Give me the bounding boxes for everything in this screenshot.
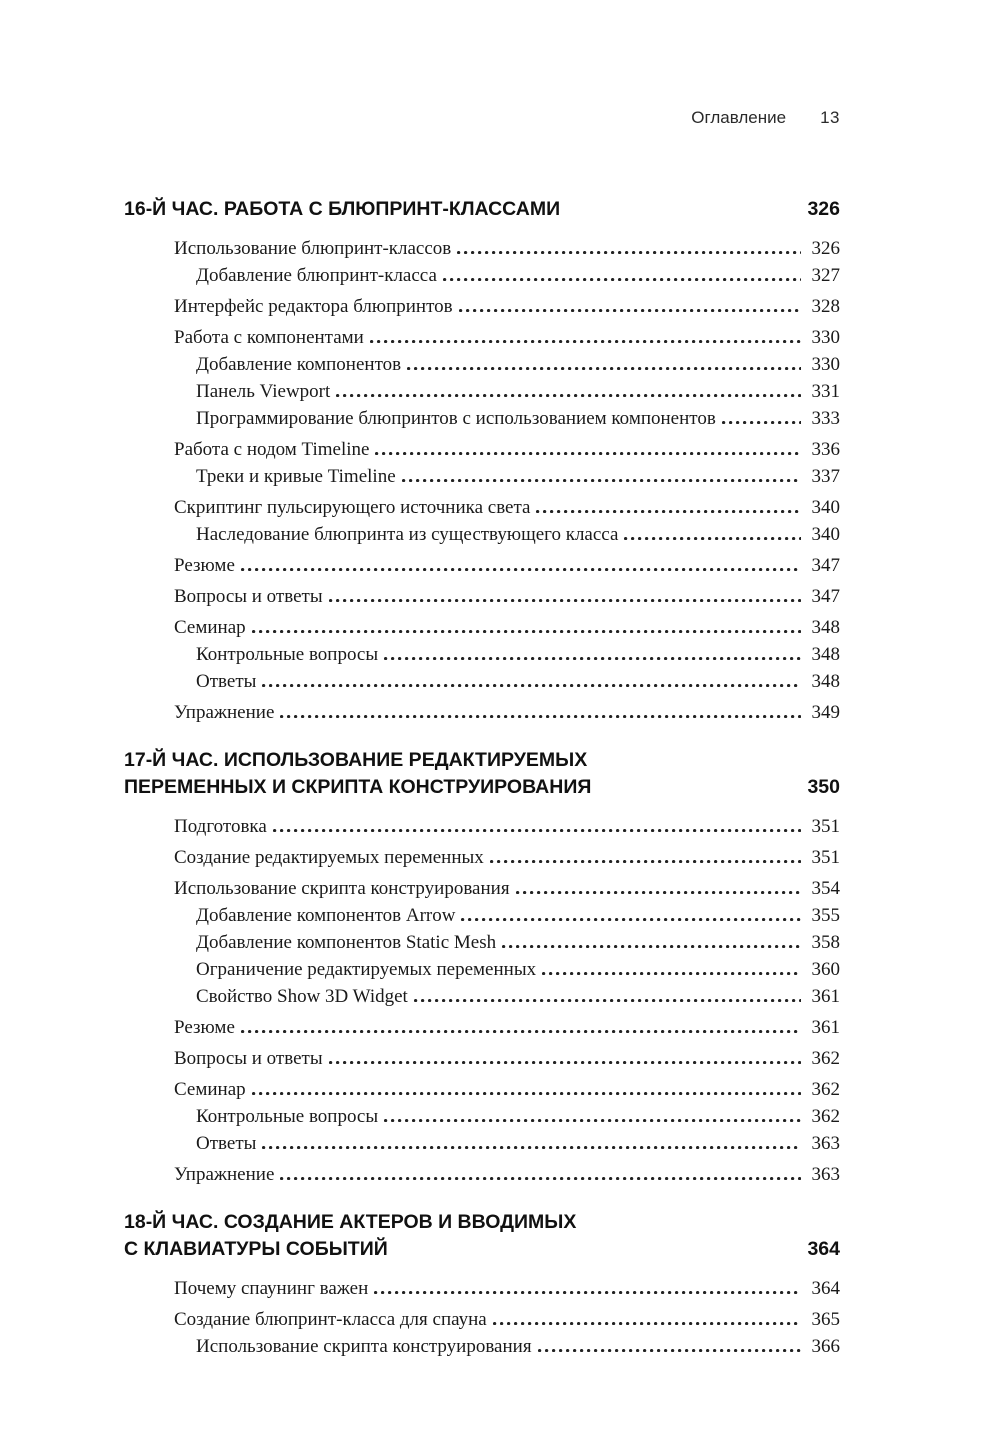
toc-entry	[124, 614, 840, 641]
toc-entry-label: Добавление компонентов Static Mesh	[196, 932, 497, 953]
toc-entry	[124, 1306, 840, 1333]
chapter-entries	[124, 235, 840, 726]
toc-entry-label: Программирование блюпринтов с использованием компонентов	[196, 408, 716, 429]
toc-entry	[124, 583, 840, 610]
toc-entry-label: Интерфейс редактора блюпринтов	[174, 296, 453, 317]
toc-entry	[124, 463, 840, 490]
entry-group	[124, 844, 840, 871]
dot-leader	[402, 479, 801, 482]
toc-entry-label: Подготовка	[174, 816, 267, 837]
dot-leader	[280, 715, 801, 718]
toc-entry-label: Резюме	[174, 555, 235, 576]
dot-leader	[461, 918, 801, 921]
dot-leader	[262, 684, 801, 687]
toc-entry-label: Почему спаунинг важен	[174, 1278, 369, 1299]
toc-entry-label: Треки и кривые Timeline	[196, 466, 396, 487]
toc-entry-label: Контрольные вопросы	[196, 644, 379, 665]
dot-leader	[722, 421, 801, 424]
toc-entry-label: Использование скрипта конструирования	[196, 1336, 532, 1357]
dot-leader	[329, 599, 801, 602]
toc-entry	[124, 1014, 840, 1041]
toc-entry-label: Добавление блюпринт-класса	[196, 265, 437, 286]
toc-entry-page-number: 362	[811, 1106, 840, 1127]
chapter-page-number: 364	[807, 1238, 840, 1260]
toc-entry-page-number: 349	[811, 702, 840, 723]
entry-group	[124, 552, 840, 579]
toc-entry-label: Работа с нодом Timeline	[174, 439, 370, 460]
toc-entry-page-number: 340	[811, 497, 840, 518]
dot-leader	[241, 1030, 801, 1033]
toc-entry-page-number: 363	[811, 1133, 840, 1154]
toc-entry	[124, 293, 840, 320]
chapter-section	[124, 196, 840, 726]
chapter-title	[124, 1209, 576, 1263]
dot-leader	[414, 999, 801, 1002]
toc-entry-label: Упражнение	[174, 1164, 275, 1185]
toc-entry	[124, 1076, 840, 1103]
toc-entry	[124, 1161, 840, 1188]
dot-leader	[384, 1119, 801, 1122]
chapter-heading	[124, 196, 840, 223]
entry-group	[124, 293, 840, 320]
toc-entry-label: Создание редактируемых переменных	[174, 847, 484, 868]
dot-leader	[329, 1061, 801, 1064]
entry-group	[124, 494, 840, 548]
chapter-entries	[124, 1275, 840, 1360]
toc-entry-label: Семинар	[174, 1079, 246, 1100]
toc-entry-page-number: 363	[811, 1164, 840, 1185]
entry-group	[124, 699, 840, 726]
entry-group	[124, 1306, 840, 1360]
toc-entry-page-number: 333	[811, 408, 840, 429]
toc-entry	[124, 521, 840, 548]
dot-leader	[252, 630, 801, 633]
entry-group	[124, 1275, 840, 1302]
dot-leader	[457, 251, 801, 254]
running-header-title: Оглавление	[691, 108, 787, 127]
entry-group	[124, 1045, 840, 1072]
toc-entry-label: Семинар	[174, 617, 246, 638]
toc-entry-label: Вопросы и ответы	[174, 586, 323, 607]
dot-leader	[443, 278, 801, 281]
chapter-title	[124, 196, 560, 223]
toc-entry-label: Добавление компонентов Arrow	[196, 905, 456, 926]
toc-entry	[124, 956, 840, 983]
toc-entry	[124, 1275, 840, 1302]
toc-entry	[124, 378, 840, 405]
chapter-heading	[124, 1209, 840, 1263]
table-of-contents	[124, 196, 840, 1360]
entry-group	[124, 614, 840, 695]
dot-leader	[370, 340, 801, 343]
toc-entry-page-number: 351	[811, 816, 840, 837]
toc-entry-label: Работа с компонентами	[174, 327, 364, 348]
toc-entry-page-number: 330	[811, 354, 840, 375]
dot-leader	[336, 394, 801, 397]
dot-leader	[459, 309, 801, 312]
chapter-title-line: ПЕРЕМЕННЫХ И СКРИПТА КОНСТРУИРОВАНИЯ	[124, 776, 592, 798]
dot-leader	[375, 452, 801, 455]
toc-entry-page-number: 348	[811, 671, 840, 692]
toc-entry-label: Использование скрипта конструирования	[174, 878, 510, 899]
toc-entry	[124, 1103, 840, 1130]
toc-entry-page-number: 348	[811, 617, 840, 638]
toc-entry-page-number: 330	[811, 327, 840, 348]
toc-entry-page-number: 355	[811, 905, 840, 926]
entry-group	[124, 875, 840, 1010]
entry-group	[124, 1161, 840, 1188]
toc-entry-page-number: 361	[811, 986, 840, 1007]
dot-leader	[280, 1177, 801, 1180]
toc-entry	[124, 929, 840, 956]
chapter-title	[124, 747, 591, 801]
chapter-title-line: 17-Й ЧАС. ИСПОЛЬЗОВАНИЕ РЕДАКТИРУЕМЫХ	[124, 749, 588, 771]
dot-leader	[374, 1291, 801, 1294]
toc-entry-label: Ответы	[196, 671, 257, 692]
toc-entry	[124, 405, 840, 432]
entry-group	[124, 235, 840, 289]
dot-leader	[384, 657, 801, 660]
chapter-title-line: 18-Й ЧАС. СОЗДАНИЕ АКТЕРОВ И ВВОДИМЫХ	[124, 1211, 577, 1233]
toc-entry	[124, 875, 840, 902]
toc-entry-label: Ограничение редактируемых переменных	[196, 959, 537, 980]
dot-leader	[536, 510, 801, 513]
toc-entry-label: Наследование блюпринта из существующего класса	[196, 524, 619, 545]
toc-entry-page-number: 358	[811, 932, 840, 953]
toc-entry-label: Контрольные вопросы	[196, 1106, 379, 1127]
chapter-page-number: 326	[807, 198, 840, 220]
dot-leader	[502, 945, 801, 948]
dot-leader	[252, 1092, 801, 1095]
toc-entry-label: Скриптинг пульсирующего источника света	[174, 497, 531, 518]
dot-leader	[516, 891, 801, 894]
toc-entry-page-number: 351	[811, 847, 840, 868]
toc-entry	[124, 262, 840, 289]
toc-entry	[124, 436, 840, 463]
entry-group	[124, 1014, 840, 1041]
toc-entry-label: Создание блюпринт-класса для спауна	[174, 1309, 487, 1330]
toc-entry-page-number: 336	[811, 439, 840, 460]
toc-entry-page-number: 326	[811, 238, 840, 259]
toc-entry-page-number: 360	[811, 959, 840, 980]
chapter-page-number: 350	[807, 776, 840, 798]
toc-entry	[124, 844, 840, 871]
chapter-section	[124, 747, 840, 1188]
toc-entry-label: Свойство Show 3D Widget	[196, 986, 408, 1007]
chapter-title-line: С КЛАВИАТУРЫ СОБЫТИЙ	[124, 1238, 388, 1260]
toc-entry-page-number: 364	[811, 1278, 840, 1299]
chapter-entries	[124, 813, 840, 1188]
toc-entry-page-number: 365	[811, 1309, 840, 1330]
dot-leader	[538, 1349, 801, 1352]
toc-entry-page-number: 347	[811, 555, 840, 576]
toc-entry	[124, 1130, 840, 1157]
dot-leader	[493, 1322, 801, 1325]
toc-entry-page-number: 337	[811, 466, 840, 487]
toc-entry	[124, 1045, 840, 1072]
dot-leader	[262, 1146, 801, 1149]
toc-entry-label: Добавление компонентов	[196, 354, 402, 375]
toc-entry-page-number: 347	[811, 586, 840, 607]
toc-entry-page-number: 362	[811, 1048, 840, 1069]
toc-entry-page-number: 328	[811, 296, 840, 317]
toc-entry	[124, 351, 840, 378]
toc-entry	[124, 324, 840, 351]
toc-entry	[124, 668, 840, 695]
toc-entry-page-number: 362	[811, 1079, 840, 1100]
chapter-heading	[124, 747, 840, 801]
entry-group	[124, 324, 840, 432]
toc-entry-label: Панель Viewport	[196, 381, 331, 402]
chapter-title-line: 16-Й ЧАС. РАБОТА С БЛЮПРИНТ-КЛАССАМИ	[124, 198, 561, 220]
dot-leader	[624, 537, 801, 540]
dot-leader	[542, 972, 801, 975]
toc-entry-page-number: 327	[811, 265, 840, 286]
toc-entry	[124, 235, 840, 262]
entry-group	[124, 583, 840, 610]
toc-entry	[124, 641, 840, 668]
entry-group	[124, 436, 840, 490]
dot-leader	[241, 568, 801, 571]
dot-leader	[407, 367, 801, 370]
toc-entry	[124, 983, 840, 1010]
toc-entry	[124, 813, 840, 840]
entry-group	[124, 1076, 840, 1157]
toc-entry-page-number: 366	[811, 1336, 840, 1357]
toc-entry-label: Упражнение	[174, 702, 275, 723]
entry-group	[124, 813, 840, 840]
toc-entry	[124, 902, 840, 929]
toc-entry	[124, 699, 840, 726]
running-header-page-number: 13	[820, 108, 840, 127]
toc-entry-page-number: 331	[811, 381, 840, 402]
toc-entry-label: Ответы	[196, 1133, 257, 1154]
toc-entry	[124, 552, 840, 579]
dot-leader	[490, 860, 801, 863]
toc-entry	[124, 494, 840, 521]
toc-entry	[124, 1333, 840, 1360]
toc-entry-label: Резюме	[174, 1017, 235, 1038]
toc-entry-page-number: 348	[811, 644, 840, 665]
running-header	[124, 108, 840, 128]
toc-entry-label: Вопросы и ответы	[174, 1048, 323, 1069]
chapter-section	[124, 1209, 840, 1360]
toc-entry-page-number: 361	[811, 1017, 840, 1038]
toc-entry-label: Использование блюпринт-классов	[174, 238, 452, 259]
toc-entry-page-number: 340	[811, 524, 840, 545]
toc-entry-page-number: 354	[811, 878, 840, 899]
dot-leader	[273, 829, 801, 832]
